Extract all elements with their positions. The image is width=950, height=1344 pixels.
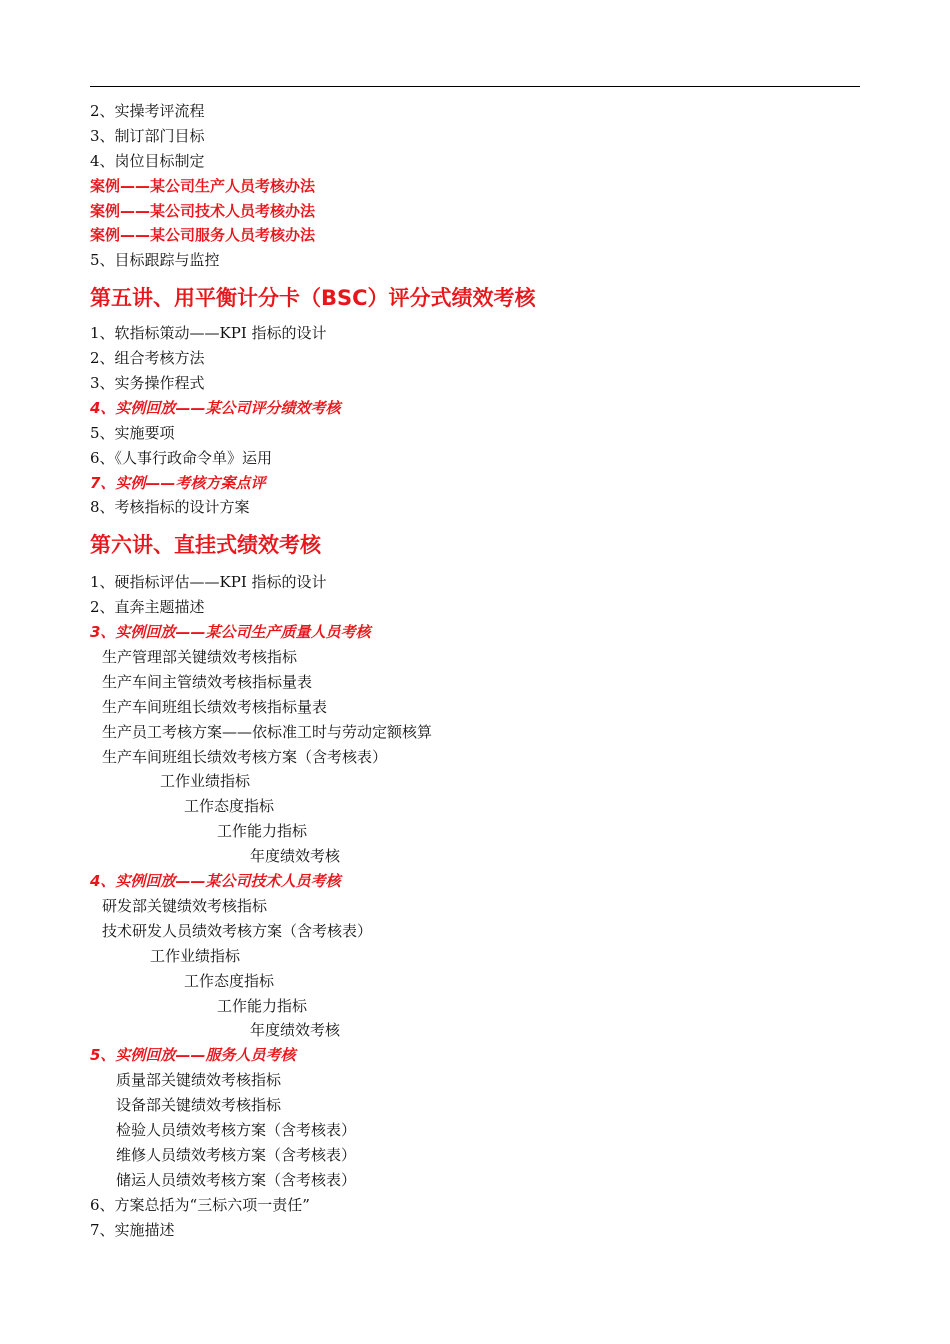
section-heading-6: 第六讲、直挂式绩效考核: [90, 533, 321, 558]
case-item: 案例——某公司服务人员考核办法: [90, 226, 316, 245]
sub-item: 质量部关键绩效考核指标: [116, 1071, 282, 1090]
sub-item: 生产车间主管绩效考核指标量表: [102, 672, 313, 691]
list-item: 8、考核指标的设计方案: [90, 498, 250, 517]
sub-item: 检验人员绩效考核方案（含考核表）: [116, 1120, 357, 1139]
list-item: 4、岗位目标制定: [90, 151, 205, 170]
sub-sub-item: 工作态度指标: [184, 971, 275, 990]
sub-item: 生产员工考核方案——依标准工时与劳动定额核算: [102, 722, 433, 741]
sub-sub-item: 工作业绩指标: [160, 772, 251, 791]
list-item: 5、实施要项: [90, 423, 175, 442]
list-item: 1、软指标策动——KPI 指标的设计: [90, 324, 327, 343]
list-item: 7、实施描述: [90, 1220, 175, 1239]
case-item: 3、实例回放——某公司生产质量人员考核: [90, 623, 371, 642]
list-item: 3、制订部门目标: [90, 126, 205, 145]
sub-item: 设备部关键绩效考核指标: [116, 1096, 282, 1115]
list-item: 6、《人事行政命令单》运用: [90, 448, 273, 467]
section-heading-5: 第五讲、用平衡计分卡（BSC）评分式绩效考核: [90, 286, 536, 311]
list-item: 2、直奔主题描述: [90, 598, 205, 617]
list-item: 3、实务操作程式: [90, 374, 205, 393]
sub-item: 维修人员绩效考核方案（含考核表）: [116, 1145, 357, 1164]
case-item: 4、实例回放——某公司评分绩效考核: [90, 398, 341, 417]
sub-item: 生产车间班组长绩效考核指标量表: [102, 697, 328, 716]
case-item: 案例——某公司技术人员考核办法: [90, 201, 316, 220]
case-item: 案例——某公司生产人员考核办法: [90, 176, 316, 195]
sub-sub-item: 工作能力指标: [217, 822, 308, 841]
case-item: 7、实例——考核方案点评: [90, 473, 266, 492]
list-item: 1、硬指标评估——KPI 指标的设计: [90, 573, 327, 592]
document-body: [90, 99, 860, 1242]
case-item: 5、实例回放——服务人员考核: [90, 1046, 296, 1065]
sub-sub-item: 工作态度指标: [184, 797, 275, 816]
sub-item: 生产管理部关键绩效考核指标: [102, 648, 298, 667]
sub-sub-item: 工作业绩指标: [150, 946, 241, 965]
sub-item: 生产车间班组长绩效考核方案（含考核表）: [102, 747, 388, 766]
sub-item: 技术研发人员绩效考核方案（含考核表）: [102, 921, 373, 940]
sub-sub-item: 年度绩效考核: [250, 1021, 341, 1040]
list-item: 2、组合考核方法: [90, 349, 205, 368]
list-item: 6、方案总括为“三标六项一责任”: [90, 1195, 310, 1214]
header-rule: [90, 86, 860, 87]
case-item: 4、实例回放——某公司技术人员考核: [90, 872, 341, 891]
list-item: 2、实操考评流程: [90, 102, 205, 120]
sub-item: 储运人员绩效考核方案（含考核表）: [116, 1170, 357, 1189]
sub-item: 研发部关键绩效考核指标: [102, 896, 268, 915]
list-item: 5、目标跟踪与监控: [90, 251, 220, 270]
sub-sub-item: 工作能力指标: [217, 996, 308, 1015]
sub-sub-item: 年度绩效考核: [250, 847, 341, 866]
